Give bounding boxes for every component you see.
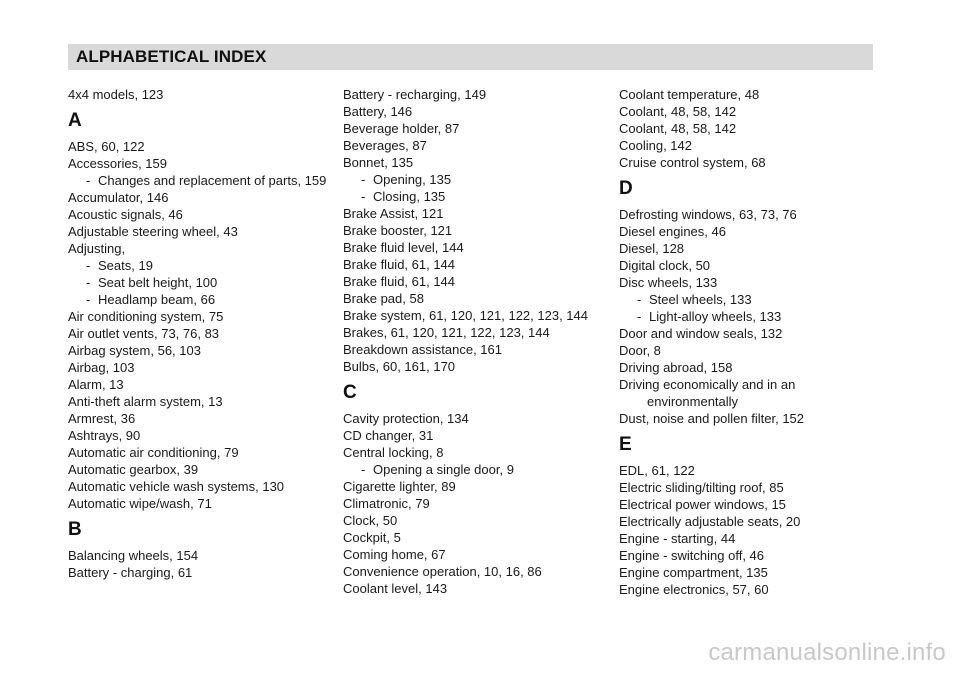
index-entry: Coolant temperature, 48: [619, 87, 760, 102]
index-subentry: [68, 274, 333, 291]
index-entry: Driving economically and in an environmentally: [619, 377, 796, 409]
index-entry: Brake system, 61, 120, 121, 122, 123, 144: [343, 308, 588, 323]
index-entry: Cigarette lighter, 89: [343, 479, 456, 494]
index-entry: Engine - switching off, 46: [619, 548, 765, 563]
index-subentry: [343, 188, 608, 205]
index-subentry-text: Light-alloy wheels, 133: [649, 309, 782, 324]
index-entry: Bulbs, 60, 161, 170: [343, 359, 456, 374]
index-entry: CD changer, 31: [343, 428, 434, 443]
index-entry: Convenience operation, 10, 16, 86: [343, 564, 542, 579]
index-column-1: [68, 86, 333, 581]
index-subentry-text: Opening, 135: [373, 172, 452, 187]
index-entry: Beverages, 87: [343, 138, 427, 153]
index-entry: Central locking, 8: [343, 445, 444, 460]
index-entry: Brakes, 61, 120, 121, 122, 123, 144: [343, 325, 550, 340]
index-entry: Battery, 146: [343, 104, 413, 119]
index-subentry-text: Seat belt height, 100: [98, 275, 218, 290]
index-entry: Brake booster, 121: [343, 223, 453, 238]
dash-bullet: -: [361, 462, 366, 477]
index-subentry: [619, 291, 879, 308]
index-entry: Airbag, 103: [68, 360, 135, 375]
index-entry: Acoustic signals, 46: [68, 207, 183, 222]
dash-bullet: -: [86, 292, 91, 307]
index-entry: Cruise control system, 68: [619, 155, 766, 170]
watermark: carmanualsonline.info: [708, 639, 946, 666]
index-entry: Adjusting,: [68, 241, 126, 256]
index-entry: Accessories, 159: [68, 156, 167, 171]
index-entry: Door, 8: [619, 343, 661, 358]
index-entry: Engine - starting, 44: [619, 531, 736, 546]
index-section-letter: E: [619, 434, 632, 455]
index-entry: Engine compartment, 135: [619, 565, 768, 580]
index-entry: Brake Assist, 121: [343, 206, 444, 221]
index-section-letter: B: [68, 519, 82, 540]
index-subentry-text: Headlamp beam, 66: [98, 292, 216, 307]
index-entry: EDL, 61, 122: [619, 463, 695, 478]
index-section-letter: C: [343, 382, 357, 403]
dash-bullet: -: [86, 258, 91, 273]
index-entry: Air outlet vents, 73, 76, 83: [68, 326, 220, 341]
index-entry: Diesel engines, 46: [619, 224, 726, 239]
index-column-3: [619, 86, 879, 598]
index-entry: Climatronic, 79: [343, 496, 430, 511]
index-subentry: [68, 291, 333, 308]
index-entry: Cavity protection, 134: [343, 411, 469, 426]
index-entry: Dust, noise and pollen filter, 152: [619, 411, 805, 426]
index-entry: Coolant, 48, 58, 142: [619, 121, 737, 136]
index-entry: Coming home, 67: [343, 547, 446, 562]
index-subentry-text: Closing, 135: [373, 189, 446, 204]
index-entry: Automatic gearbox, 39: [68, 462, 199, 477]
index-entry: Diesel, 128: [619, 241, 685, 256]
index-entry: Coolant, 48, 58, 142: [619, 104, 737, 119]
index-entry: Digital clock, 50: [619, 258, 711, 273]
index-entry: Adjustable steering wheel, 43: [68, 224, 238, 239]
index-subentry-text: Changes and replacement of parts, 159: [98, 173, 327, 188]
index-entry: Coolant level, 143: [343, 581, 448, 596]
dash-bullet: -: [86, 275, 91, 290]
index-column-2: [343, 86, 608, 597]
index-subentry-text: Opening a single door, 9: [373, 462, 514, 477]
index-entry: Air conditioning system, 75: [68, 309, 224, 324]
index-subentry: [343, 171, 608, 188]
index-entry: Clock, 50: [343, 513, 398, 528]
page-title: ALPHABETICAL INDEX: [76, 47, 267, 66]
index-section-letter: A: [68, 110, 82, 131]
dash-bullet: -: [361, 172, 366, 187]
index-subentry: [343, 461, 608, 478]
index-entry: Breakdown assistance, 161: [343, 342, 502, 357]
index-entry: Brake fluid level, 144: [343, 240, 464, 255]
index-entry: Ashtrays, 90: [68, 428, 141, 443]
index-entry: Armrest, 36: [68, 411, 136, 426]
index-entry: 4x4 models, 123: [68, 87, 164, 102]
index-subentry-text: Seats, 19: [98, 258, 153, 273]
index-entry: Brake pad, 58: [343, 291, 424, 306]
index-subentry-text: Steel wheels, 133: [649, 292, 752, 307]
index-entry: Automatic vehicle wash systems, 130: [68, 479, 285, 494]
index-subentry: [68, 172, 333, 189]
index-entry: Airbag system, 56, 103: [68, 343, 201, 358]
index-entry: Engine electronics, 57, 60: [619, 582, 769, 597]
index-entry: Battery - recharging, 149: [343, 87, 487, 102]
index-entry: Door and window seals, 132: [619, 326, 783, 341]
index-entry: Anti-theft alarm system, 13: [68, 394, 223, 409]
dash-bullet: -: [637, 292, 642, 307]
index-section-letter: D: [619, 178, 633, 199]
index-entry: Bonnet, 135: [343, 155, 414, 170]
index-entry: Cockpit, 5: [343, 530, 401, 545]
index-entry: Disc wheels, 133: [619, 275, 718, 290]
index-subentry: [619, 308, 879, 325]
index-entry: Cooling, 142: [619, 138, 692, 153]
index-header-bar: [68, 44, 873, 70]
index-entry: Electrically adjustable seats, 20: [619, 514, 801, 529]
index-entry: Battery - charging, 61: [68, 565, 193, 580]
index-entry: Automatic air conditioning, 79: [68, 445, 239, 460]
index-entry: Alarm, 13: [68, 377, 124, 392]
index-entry: Electrical power windows, 15: [619, 497, 786, 512]
dash-bullet: -: [86, 173, 91, 188]
index-subentry: [68, 257, 333, 274]
dash-bullet: -: [637, 309, 642, 324]
index-entry: Defrosting windows, 63, 73, 76: [619, 207, 797, 222]
index-entry: Brake fluid, 61, 144: [343, 257, 456, 272]
index-entry: ABS, 60, 122: [68, 139, 145, 154]
index-entry: Driving abroad, 158: [619, 360, 733, 375]
index-entry: Balancing wheels, 154: [68, 548, 199, 563]
index-entry: Electric sliding/tilting roof, 85: [619, 480, 784, 495]
index-entry: Brake fluid, 61, 144: [343, 274, 456, 289]
index-entry: Accumulator, 146: [68, 190, 169, 205]
index-entry: Automatic wipe/wash, 71: [68, 496, 212, 511]
index-entry: Beverage holder, 87: [343, 121, 460, 136]
dash-bullet: -: [361, 189, 366, 204]
